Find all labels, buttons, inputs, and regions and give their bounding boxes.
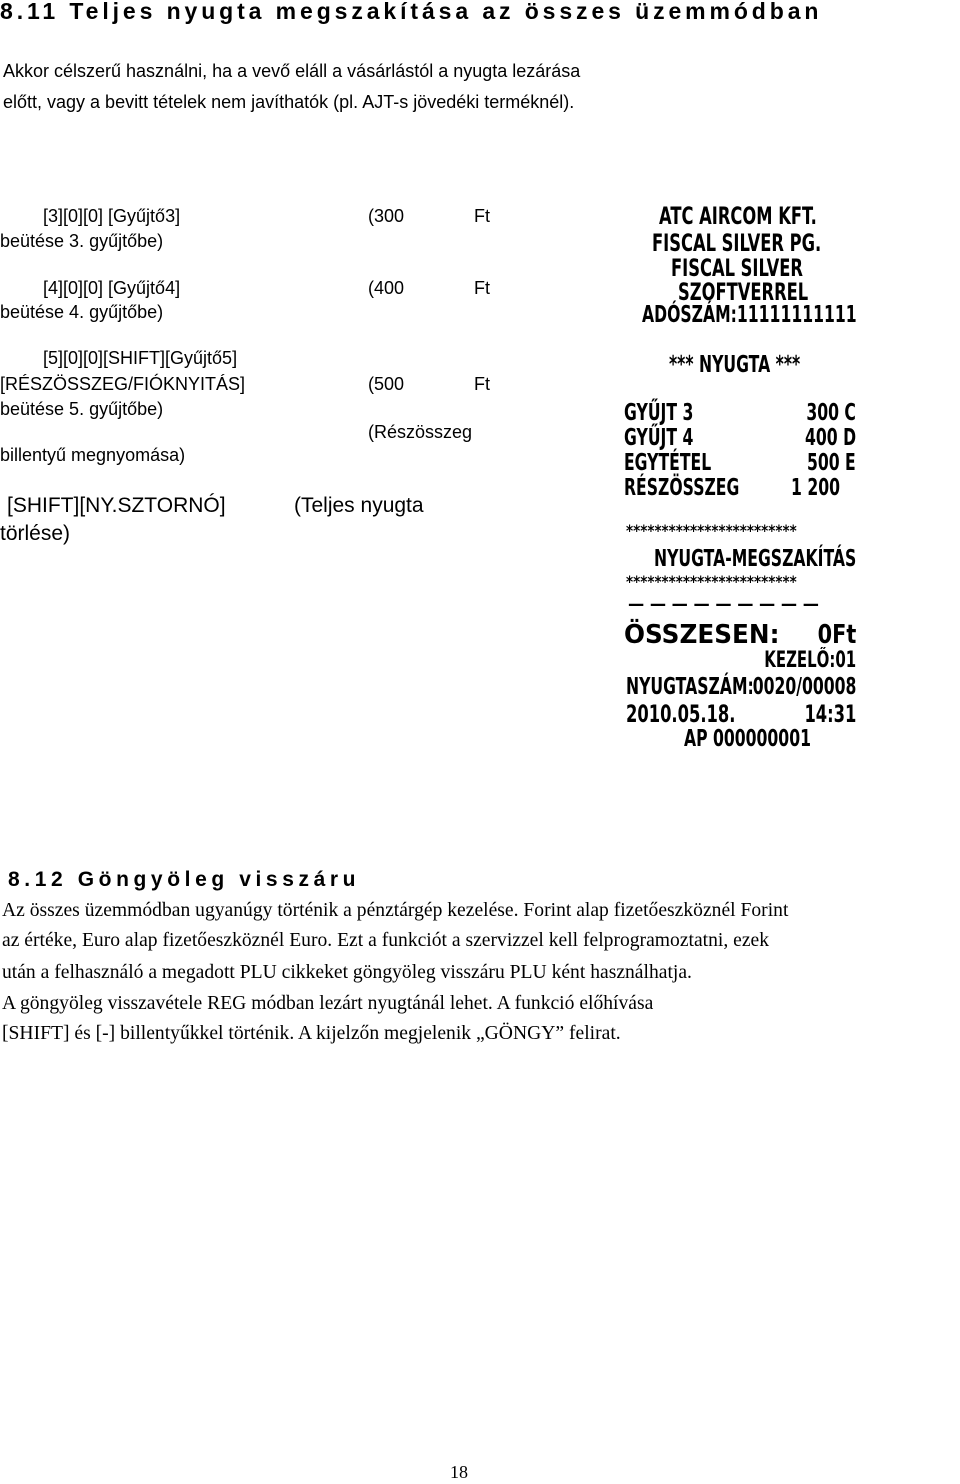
receipt-time: 14:31	[804, 700, 856, 728]
step1-unit: Ft	[474, 206, 490, 226]
receipt-line-3-value: 500 E	[807, 450, 856, 476]
paragraph-line-3: után a felhasználó a megadott PLU cikkeket göngyöleg visszáru PLU ként használhatja.	[2, 962, 692, 983]
receipt-header-line-3: FISCAL SILVER	[671, 254, 803, 282]
step4-keys: [SHIFT][NY.SZTORNÓ]	[7, 494, 226, 517]
receipt-header-line-2: FISCAL SILVER PG.	[652, 229, 822, 257]
step2-keys: [4][0][0] [Gyűjtő4]	[43, 278, 181, 298]
receipt-line-2-label: GYŰJT 4	[624, 425, 694, 451]
section-heading-8-12: 8.12 Göngyöleg visszáru	[8, 868, 361, 891]
step3-keys-line2: [RÉSZÖSSZEG/FIÓKNYITÁS]	[0, 374, 246, 394]
paragraph-line-2: az értéke, Euro alap fizetőeszköznél Euro. Ezt a funkciót a szervizzel kell felprogramoztatni, ezek	[2, 930, 770, 951]
intro-line-2: előtt, vagy a bevitt tételek nem javíthatók (pl. AJT-s jövedéki terméknél).	[3, 92, 575, 112]
step1-keys: [3][0][0] [Gyűjtő3]	[43, 206, 181, 226]
step3-result: (500	[368, 374, 405, 394]
step2-continuation: beütése 4. gyűjtőbe)	[0, 302, 164, 322]
step3-unit: Ft	[474, 374, 490, 394]
step4-result: (Teljes nyugta	[294, 494, 424, 517]
receipt-number-value: 0020/00008	[752, 674, 856, 700]
receipt-header-line-1: ATC AIRCOM KFT.	[659, 202, 817, 230]
receipt-ap-number: AP 000000001	[684, 726, 811, 752]
step2-unit: Ft	[474, 278, 490, 298]
receipt-image	[614, 196, 874, 756]
step2-result: (400	[368, 278, 405, 298]
receipt-stars-bottom: ************************	[626, 572, 797, 591]
step3-continuation: beütése 5. gyűjtőbe)	[0, 399, 164, 419]
section-heading-8-11: 8.11 Teljes nyugta megszakítása az összes üzemmódban	[0, 0, 823, 24]
receipt-number-label: NYUGTASZÁM:	[626, 674, 754, 700]
intro-line-1: Akkor célszerű használni, ha a vevő eláll a vásárlástól a nyugta lezárása	[3, 61, 581, 81]
receipt-date: 2010.05.18.	[626, 700, 736, 728]
paragraph-line-4: A göngyöleg visszavétele REG módban lezárt nyugtánál lehet. A funkció előhívása	[2, 993, 654, 1014]
receipt-title: *** NYUGTA ***	[669, 352, 801, 378]
receipt-line-4-label: RÉSZÖSSZEG	[624, 475, 740, 501]
receipt-stars-top: ************************	[626, 521, 797, 540]
receipt-header-line-5: ADÓSZÁM:11111111111	[642, 302, 857, 328]
receipt-total-label: ÖSSZESEN:	[624, 620, 780, 650]
paragraph-line-5: [SHIFT] és [-] billentyűkkel történik. A kijelzőn megjelenik „GÖNGY” felirat.	[2, 1023, 621, 1044]
receipt-header-line-4: SZOFTVERREL	[678, 278, 809, 306]
receipt-operator: KEZELŐ:01	[764, 648, 856, 673]
receipt-line-1-label: GYŰJT 3	[624, 400, 694, 426]
receipt-line-2-value: 400 D	[804, 425, 856, 451]
step4-continuation: törlése)	[0, 522, 71, 545]
step1-continuation: beütése 3. gyűjtőbe)	[0, 231, 164, 251]
receipt-line-3-label: EGYTÉTEL	[624, 450, 712, 476]
receipt-cancel-label: NYUGTA-MEGSZAKÍTÁS	[654, 546, 857, 572]
step3-result2: (Részösszeg	[368, 422, 473, 442]
receipt-dashes: — — — — — — — — —	[628, 594, 819, 615]
receipt-total-value: 0Ft	[817, 620, 856, 650]
page-number: 18	[450, 1462, 468, 1482]
step1-result: (300	[368, 206, 405, 226]
paragraph-line-1: Az összes üzemmódban ugyanúgy történik a pénztárgép kezelése. Forint alap fizetőeszköznél Forint	[2, 900, 789, 921]
step3-keys-line1: [5][0][0][SHIFT][Gyűjtő5]	[43, 348, 238, 368]
receipt-line-4-value: 1 200	[791, 475, 840, 501]
receipt-line-1-value: 300 C	[806, 400, 856, 426]
step3-continuation2: billentyű megnyomása)	[0, 445, 186, 465]
